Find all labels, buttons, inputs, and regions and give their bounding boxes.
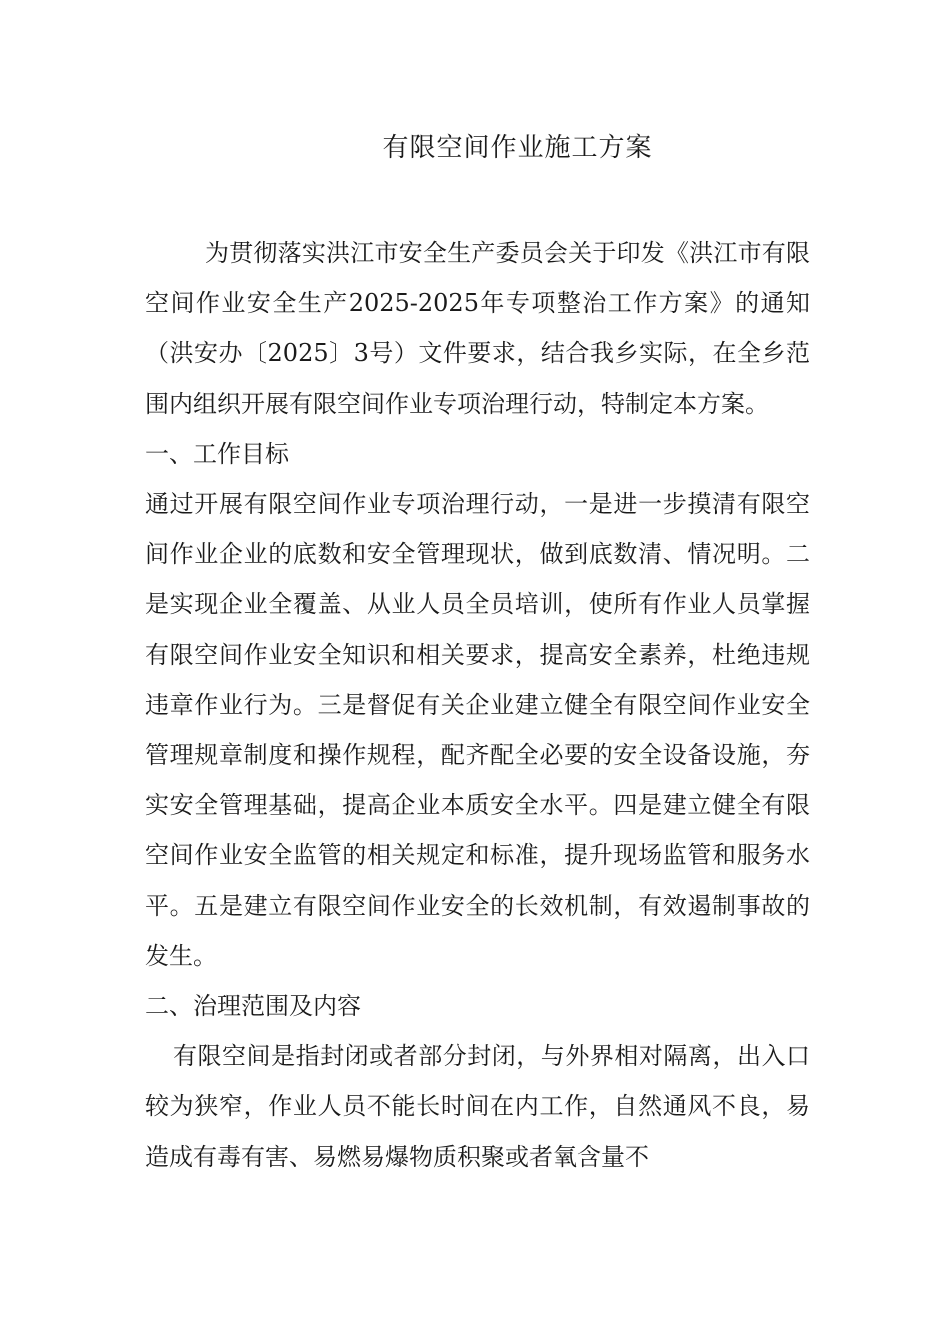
document-title: 有限空间作业施工方案 (382, 133, 653, 163)
intro-paragraph: 为贯彻落实洪江市安全生产委员会关于印发《洪江市有限空间作业安全生产2025-2025年专项整治工作方案》的通知（洪安办〔2025〕3号）文件要求，结合我乡实际，在全乡范围内组织开展有限空间作业专项治理行动，特制定本方案。 (145, 239, 810, 418)
scope-paragraph: 有限空间是指封闭或者部分封闭，与外界相对隔离，出入口较为狭窄，作业人员不能长时间在内工作，自然通风不良，易造成有毒有害、易燃易爆物质积聚或者氧含量不 (145, 1042, 810, 1171)
goals-paragraph: 通过开展有限空间作业专项治理行动，一是进一步摸清有限空间作业企业的底数和安全管理现状，做到底数清、情况明。二是实现企业全覆盖、从业人员全员培训，使所有作业人员掌握有限空间作业安全知识和相关要求，提高安全素养，杜绝违规违章作业行为。三是督促有关企业建立健全有限空间作业安全管理规章制度和操作规程，配齐配全必要的安全设备设施，夯实安全管理基础，提高企业本质安全水平。四是建立健全有限空间作业安全监管的相关规定和标准，提升现场监管和服务水平。五是建立有限空间作业安全的长效机制，有效遏制事故的发生。 (145, 490, 810, 970)
document-body (145, 228, 810, 1182)
section-heading-scope: 二、治理范围及内容 (145, 992, 361, 1021)
section-heading-goals: 一、工作目标 (145, 439, 289, 468)
